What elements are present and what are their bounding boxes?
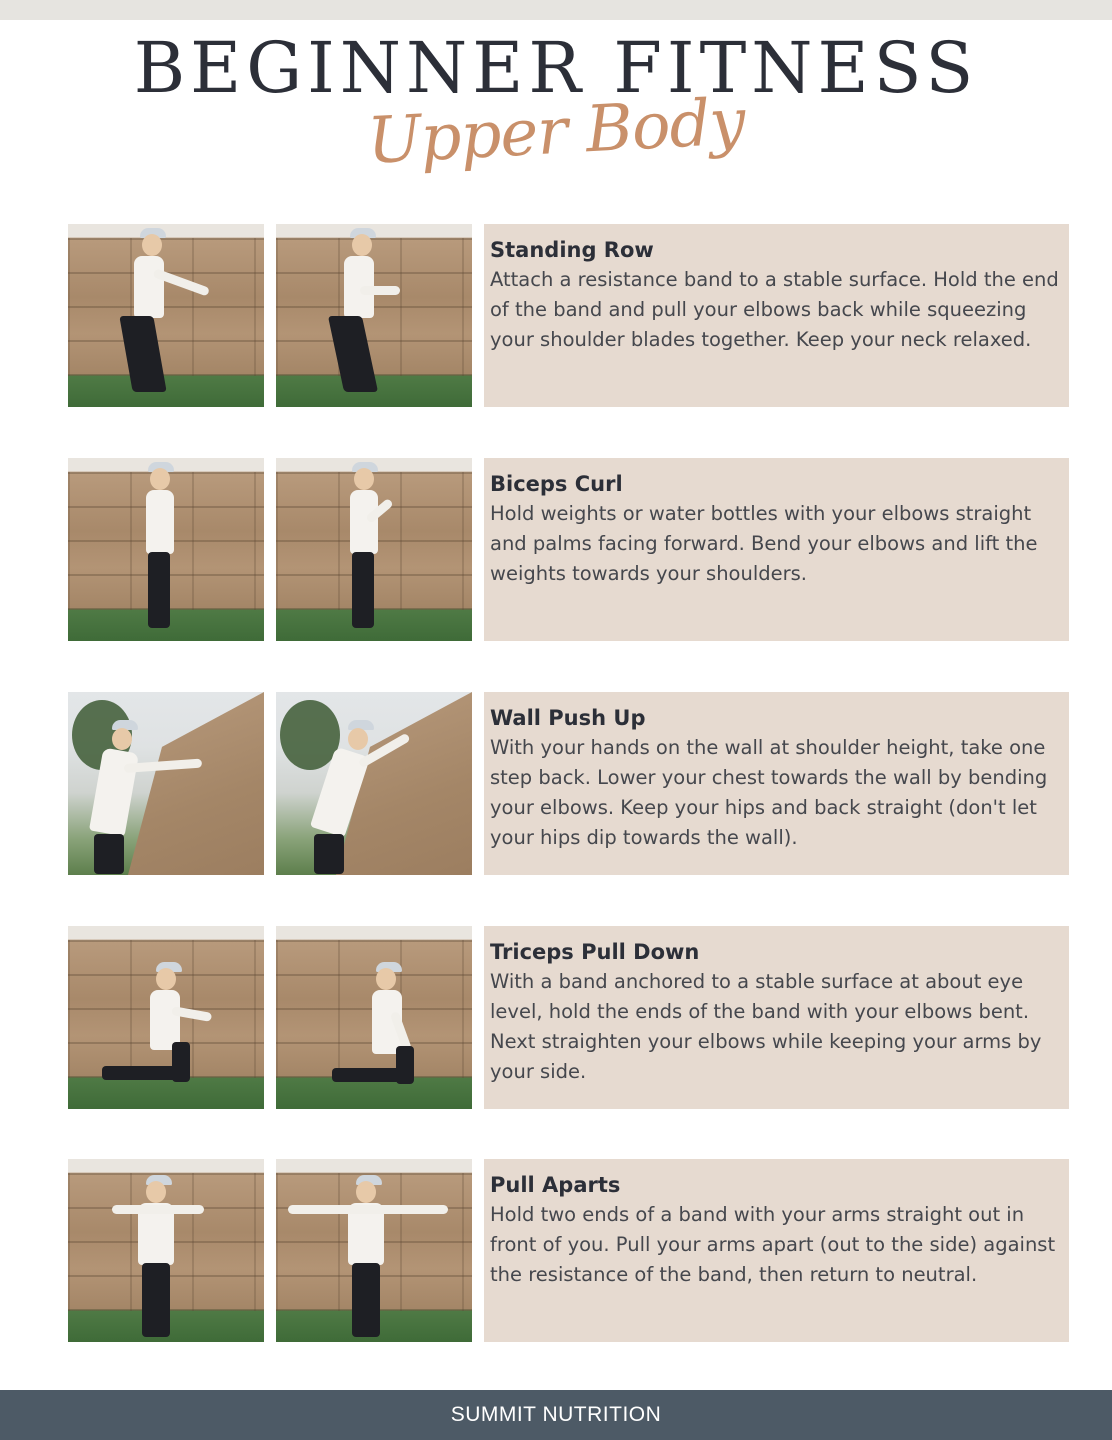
- exercise-photo-start: [68, 926, 264, 1109]
- exercise-info-card: [484, 458, 1069, 641]
- exercise-photo-start: [68, 1159, 264, 1342]
- exercise-row: [68, 224, 1069, 407]
- exercise-description: With your hands on the wall at shoulder height, take one step back. Lower your chest towards the wall by bending your elbows. Keep your hips and back straight (don't let your hips dip towards the wall).: [490, 736, 1048, 849]
- exercise-photo-end: [276, 458, 472, 641]
- exercise-title: Wall Push Up: [490, 706, 646, 730]
- exercise-row: [68, 458, 1069, 641]
- exercise-info-card: [484, 1159, 1069, 1342]
- exercise-description: With a band anchored to a stable surface at about eye level, hold the ends of the band with your elbows bent. Next straighten your elbows while keeping your arms by your side.: [490, 970, 1042, 1083]
- exercise-info-card: [484, 692, 1069, 875]
- exercise-photo-end: [276, 224, 472, 407]
- exercise-title: Standing Row: [490, 238, 654, 262]
- exercise-title: Pull Aparts: [490, 1173, 621, 1197]
- exercise-row: [68, 1159, 1069, 1342]
- exercise-description: Hold weights or water bottles with your elbows straight and palms facing forward. Bend your elbows and lift the weights towards your shoulders.: [490, 502, 1038, 585]
- exercise-title: Biceps Curl: [490, 472, 623, 496]
- exercise-title: Triceps Pull Down: [490, 940, 700, 964]
- exercise-photo-end: [276, 1159, 472, 1342]
- exercise-info-card: [484, 224, 1069, 407]
- exercise-description: Attach a resistance band to a stable surface. Hold the end of the band and pull your elbows back while squeezing your shoulder blades together. Keep your neck relaxed.: [490, 268, 1059, 351]
- page-subtitle: Upper Body: [365, 85, 747, 179]
- exercise-photo-end: [276, 692, 472, 875]
- page-title: BEGINNER FITNESS: [133, 27, 979, 109]
- top-strip: [0, 0, 1112, 20]
- exercise-photo-start: [68, 458, 264, 641]
- exercise-row: [68, 926, 1069, 1109]
- footer-brand: SUMMIT NUTRITION: [0, 1390, 1112, 1440]
- exercise-photo-start: [68, 224, 264, 407]
- exercise-description: Hold two ends of a band with your arms straight out in front of you. Pull your arms apart (out to the side) against the resistance of the band, then return to neutral.: [490, 1203, 1056, 1286]
- exercise-photo-start: [68, 692, 264, 875]
- exercise-info-card: [484, 926, 1069, 1109]
- exercise-row: [68, 692, 1069, 875]
- exercise-photo-end: [276, 926, 472, 1109]
